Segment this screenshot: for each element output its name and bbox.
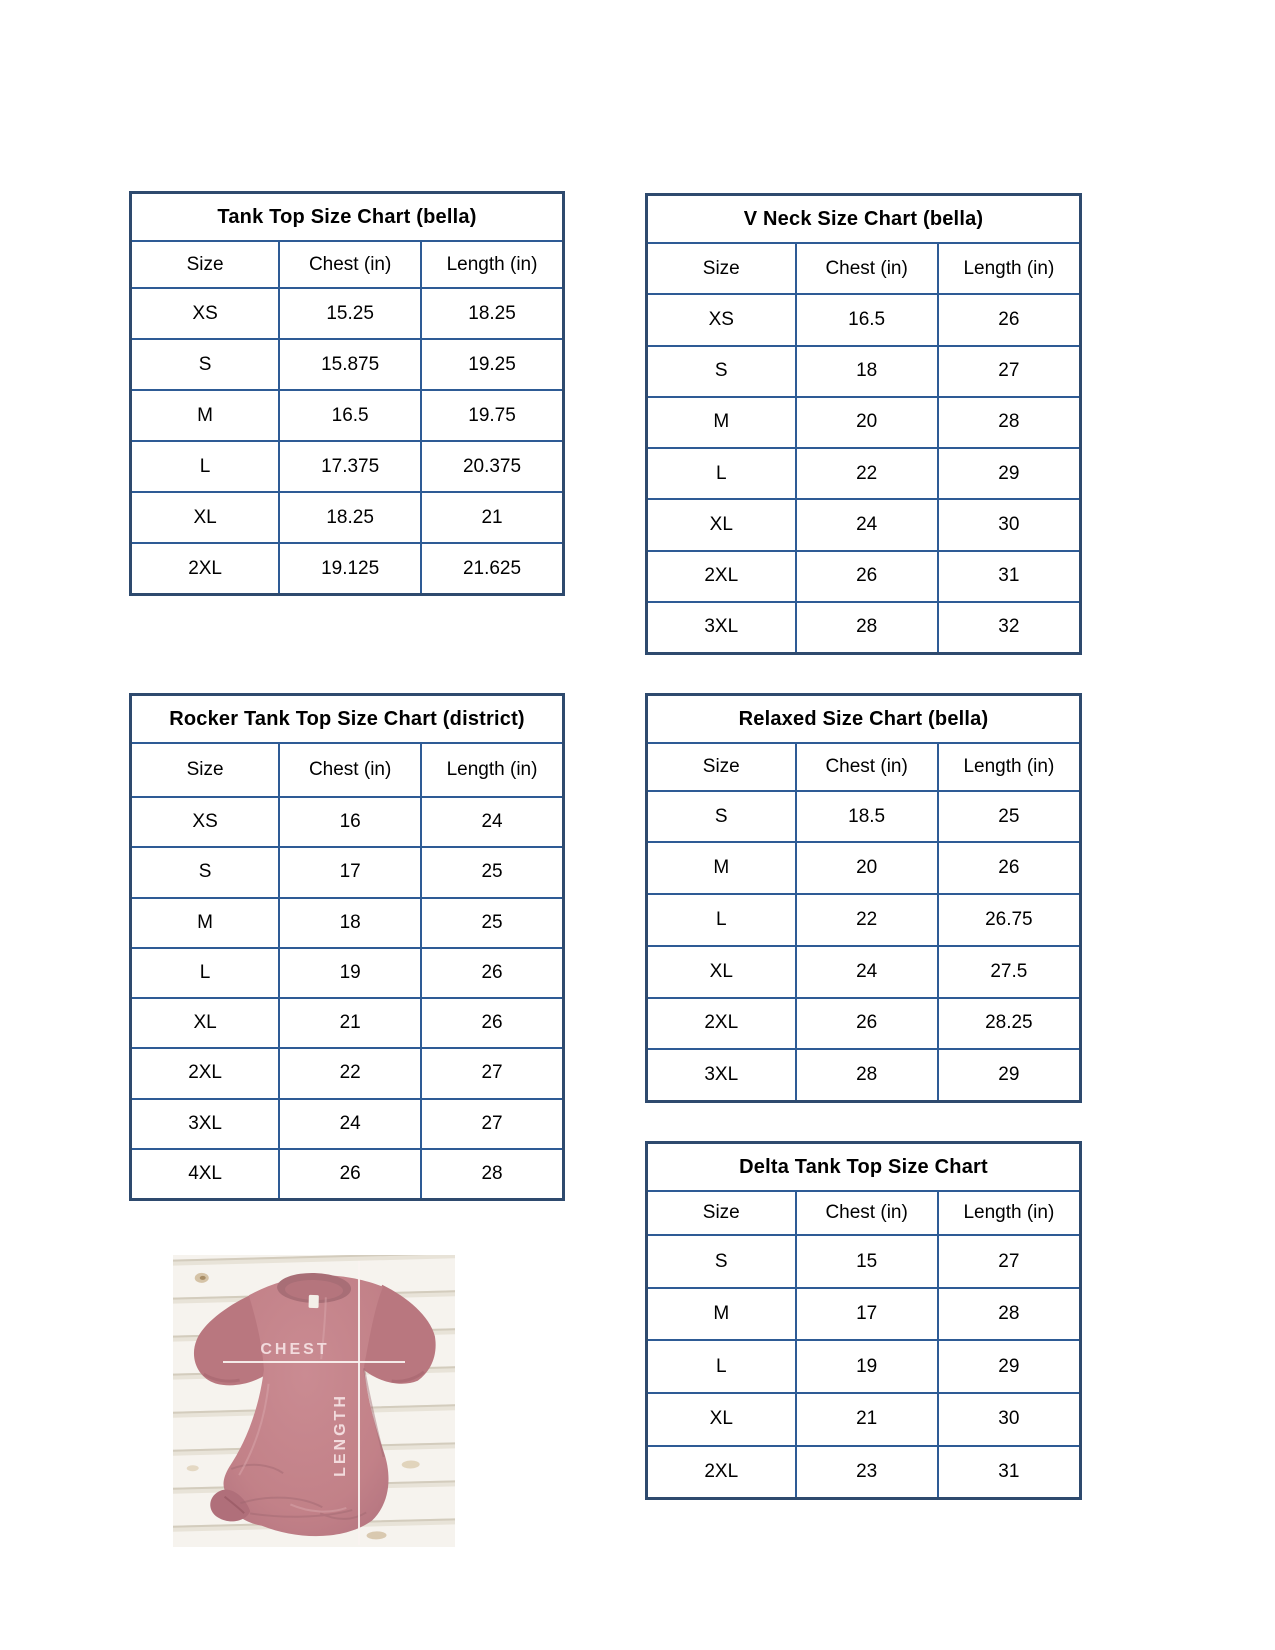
table-cell: 24 bbox=[795, 947, 937, 997]
table-cell: 28 bbox=[795, 603, 937, 652]
table-cell: XL bbox=[193, 1012, 217, 1034]
table-row bbox=[132, 1148, 562, 1198]
table-cell: M bbox=[713, 411, 730, 433]
table-cell: 32 bbox=[937, 603, 1079, 652]
column-header-chest: Chest (in) bbox=[278, 242, 420, 287]
column-header-chest: Chest (in) bbox=[795, 244, 937, 293]
table-cell: 29 bbox=[937, 1050, 1079, 1100]
table-row bbox=[648, 498, 1079, 549]
table-cell: 3XL bbox=[704, 616, 739, 638]
table-cell: 24 bbox=[795, 500, 937, 549]
table-cell: 15 bbox=[795, 1236, 937, 1287]
table-cell: 21 bbox=[795, 1394, 937, 1445]
table-cell: 21 bbox=[278, 999, 420, 1047]
table-cell: 20.375 bbox=[420, 442, 562, 491]
table-row bbox=[648, 345, 1079, 396]
column-header-chest: Chest (in) bbox=[795, 744, 937, 790]
table-row bbox=[648, 893, 1079, 945]
table-header-row bbox=[132, 240, 562, 287]
table-body bbox=[648, 790, 1079, 1100]
table-header-row bbox=[132, 742, 562, 796]
table-cell: 31 bbox=[937, 1447, 1079, 1498]
table-cell: 25 bbox=[937, 792, 1079, 842]
table-cell: 2XL bbox=[704, 1460, 739, 1482]
table-cell: 19 bbox=[278, 949, 420, 997]
table-cell: XL bbox=[709, 1408, 733, 1430]
table-cell: 26.75 bbox=[937, 895, 1079, 945]
table-row bbox=[132, 287, 562, 338]
table-row bbox=[648, 1234, 1079, 1287]
table-row bbox=[132, 947, 562, 997]
table-row bbox=[648, 1048, 1079, 1100]
table-cell: 3XL bbox=[188, 1112, 222, 1134]
table-cell: L bbox=[715, 909, 727, 930]
table-cell: 26 bbox=[795, 999, 937, 1049]
table-cell: 29 bbox=[937, 449, 1079, 498]
table-cell: 26 bbox=[795, 552, 937, 601]
table-cell: 18 bbox=[795, 347, 937, 396]
table-cell: XL bbox=[709, 960, 733, 982]
table-cell: S bbox=[198, 861, 212, 883]
table-cell: 28 bbox=[937, 1289, 1079, 1340]
table-header-row bbox=[648, 242, 1079, 293]
size-table-relaxed bbox=[645, 693, 1082, 1103]
table-cell: 19 bbox=[795, 1341, 937, 1392]
column-header-length: Length (in) bbox=[420, 242, 562, 287]
table-cell: 17 bbox=[795, 1289, 937, 1340]
table-title: Relaxed Size Chart (bella) bbox=[738, 707, 989, 730]
table-title: Rocker Tank Top Size Chart (district) bbox=[169, 707, 525, 730]
table-cell: S bbox=[198, 353, 212, 375]
table-cell: 24 bbox=[278, 1100, 420, 1148]
column-header-size: Size bbox=[702, 257, 740, 279]
column-header-size: Size bbox=[702, 1202, 740, 1224]
table-cell: 25 bbox=[420, 899, 562, 947]
table-cell: 19.75 bbox=[420, 391, 562, 440]
table-row bbox=[648, 997, 1079, 1049]
table-cell: S bbox=[714, 1250, 728, 1272]
table-title: Delta Tank Top Size Chart bbox=[739, 1155, 988, 1178]
table-cell: 2XL bbox=[704, 565, 739, 587]
table-cell: 19.25 bbox=[420, 340, 562, 389]
table-cell: S bbox=[714, 360, 728, 382]
table-row bbox=[648, 841, 1079, 893]
table-row bbox=[132, 1047, 562, 1097]
column-header-length: Length (in) bbox=[937, 244, 1079, 293]
table-cell: 15.875 bbox=[278, 340, 420, 389]
table-cell: 27 bbox=[420, 1049, 562, 1097]
table-cell: 22 bbox=[795, 895, 937, 945]
table-cell: XS bbox=[192, 302, 218, 324]
table-row bbox=[648, 790, 1079, 842]
table-body bbox=[132, 287, 562, 593]
table-cell: 2XL bbox=[704, 1012, 739, 1034]
table-cell: 18.25 bbox=[278, 493, 420, 542]
table-cell: 21 bbox=[420, 493, 562, 542]
table-cell: 22 bbox=[795, 449, 937, 498]
table-cell: XL bbox=[709, 513, 733, 535]
table-cell: 31 bbox=[937, 552, 1079, 601]
table-row bbox=[132, 440, 562, 491]
table-cell: 27 bbox=[937, 1236, 1079, 1287]
table-body bbox=[648, 293, 1079, 652]
table-row bbox=[648, 601, 1079, 652]
table-cell: M bbox=[197, 911, 213, 933]
size-table-rocker-tank-top bbox=[129, 693, 565, 1201]
table-body bbox=[648, 1234, 1079, 1497]
table-row bbox=[132, 897, 562, 947]
table-cell: 21.625 bbox=[420, 544, 562, 593]
table-cell: XS bbox=[708, 308, 734, 330]
column-header-size: Size bbox=[186, 759, 224, 780]
table-cell: 27.5 bbox=[937, 947, 1079, 997]
table-row bbox=[132, 796, 562, 846]
table-row bbox=[648, 945, 1079, 997]
column-header-length: Length (in) bbox=[937, 744, 1079, 790]
column-header-length: Length (in) bbox=[420, 744, 562, 796]
table-cell: 22 bbox=[278, 1049, 420, 1097]
table-header-row bbox=[648, 742, 1079, 790]
table-cell: 26 bbox=[420, 999, 562, 1047]
size-table-v-neck bbox=[645, 193, 1082, 655]
table-cell: L bbox=[199, 961, 211, 983]
table-cell: 25 bbox=[420, 848, 562, 896]
size-table-tank-top bbox=[129, 191, 565, 596]
table-cell: 23 bbox=[795, 1447, 937, 1498]
table-cell: 2XL bbox=[188, 557, 222, 579]
table-row bbox=[648, 293, 1079, 344]
table-cell: S bbox=[714, 805, 728, 827]
table-row bbox=[132, 338, 562, 389]
table-row bbox=[648, 550, 1079, 601]
column-header-size: Size bbox=[702, 755, 740, 777]
table-title: Tank Top Size Chart (bella) bbox=[217, 205, 477, 228]
table-cell: M bbox=[713, 1303, 730, 1325]
table-cell: 27 bbox=[420, 1100, 562, 1148]
table-row bbox=[132, 1098, 562, 1148]
table-row bbox=[132, 389, 562, 440]
table-cell: 18 bbox=[278, 899, 420, 947]
table-cell: 28.25 bbox=[937, 999, 1079, 1049]
table-cell: 30 bbox=[937, 1394, 1079, 1445]
table-cell: L bbox=[199, 455, 211, 477]
table-row bbox=[648, 396, 1079, 447]
table-cell: 16.5 bbox=[278, 391, 420, 440]
table-cell: 26 bbox=[278, 1150, 420, 1198]
column-header-chest: Chest (in) bbox=[795, 1192, 937, 1234]
chest-label: CHEST bbox=[260, 1341, 330, 1358]
table-row bbox=[132, 542, 562, 593]
table-cell: 29 bbox=[937, 1341, 1079, 1392]
table-cell: 26 bbox=[937, 295, 1079, 344]
table-cell: 16 bbox=[278, 798, 420, 846]
table-header-row bbox=[648, 1190, 1079, 1234]
table-cell: 26 bbox=[937, 843, 1079, 893]
table-cell: 20 bbox=[795, 843, 937, 893]
table-cell: 26 bbox=[420, 949, 562, 997]
table-cell: 16.5 bbox=[795, 295, 937, 344]
size-table-delta-tank-top bbox=[645, 1141, 1082, 1500]
table-cell: 18.5 bbox=[795, 792, 937, 842]
table-row bbox=[648, 1392, 1079, 1445]
table-cell: 28 bbox=[795, 1050, 937, 1100]
table-row bbox=[132, 846, 562, 896]
tshirt-graphic bbox=[173, 1255, 455, 1547]
table-cell: XL bbox=[193, 506, 217, 528]
table-cell: L bbox=[715, 462, 727, 484]
table-cell: 17.375 bbox=[278, 442, 420, 491]
column-header-length: Length (in) bbox=[937, 1192, 1079, 1234]
table-cell: M bbox=[713, 857, 730, 879]
table-cell: M bbox=[197, 404, 213, 426]
table-row bbox=[648, 1339, 1079, 1392]
table-cell: 18.25 bbox=[420, 289, 562, 338]
table-cell: 17 bbox=[278, 848, 420, 896]
table-cell: 15.25 bbox=[278, 289, 420, 338]
table-cell: 3XL bbox=[704, 1064, 739, 1086]
table-title: V Neck Size Chart (bella) bbox=[743, 207, 984, 230]
table-row bbox=[648, 1287, 1079, 1340]
table-cell: L bbox=[715, 1355, 727, 1377]
table-cell: 4XL bbox=[188, 1162, 222, 1184]
table-cell: 30 bbox=[937, 500, 1079, 549]
table-row bbox=[648, 1445, 1079, 1498]
table-cell: XS bbox=[192, 811, 218, 833]
column-header-chest: Chest (in) bbox=[278, 744, 420, 796]
shirt-measurement-photo bbox=[173, 1255, 455, 1547]
table-cell: 28 bbox=[420, 1150, 562, 1198]
table-cell: 2XL bbox=[188, 1062, 222, 1084]
table-body bbox=[132, 796, 562, 1198]
table-cell: 24 bbox=[420, 798, 562, 846]
length-label: LENGTH bbox=[332, 1393, 349, 1477]
table-cell: 27 bbox=[937, 347, 1079, 396]
table-row bbox=[648, 447, 1079, 498]
table-row bbox=[132, 997, 562, 1047]
table-cell: 28 bbox=[937, 398, 1079, 447]
table-row bbox=[132, 491, 562, 542]
column-header-size: Size bbox=[186, 253, 224, 275]
table-cell: 19.125 bbox=[278, 544, 420, 593]
table-cell: 20 bbox=[795, 398, 937, 447]
